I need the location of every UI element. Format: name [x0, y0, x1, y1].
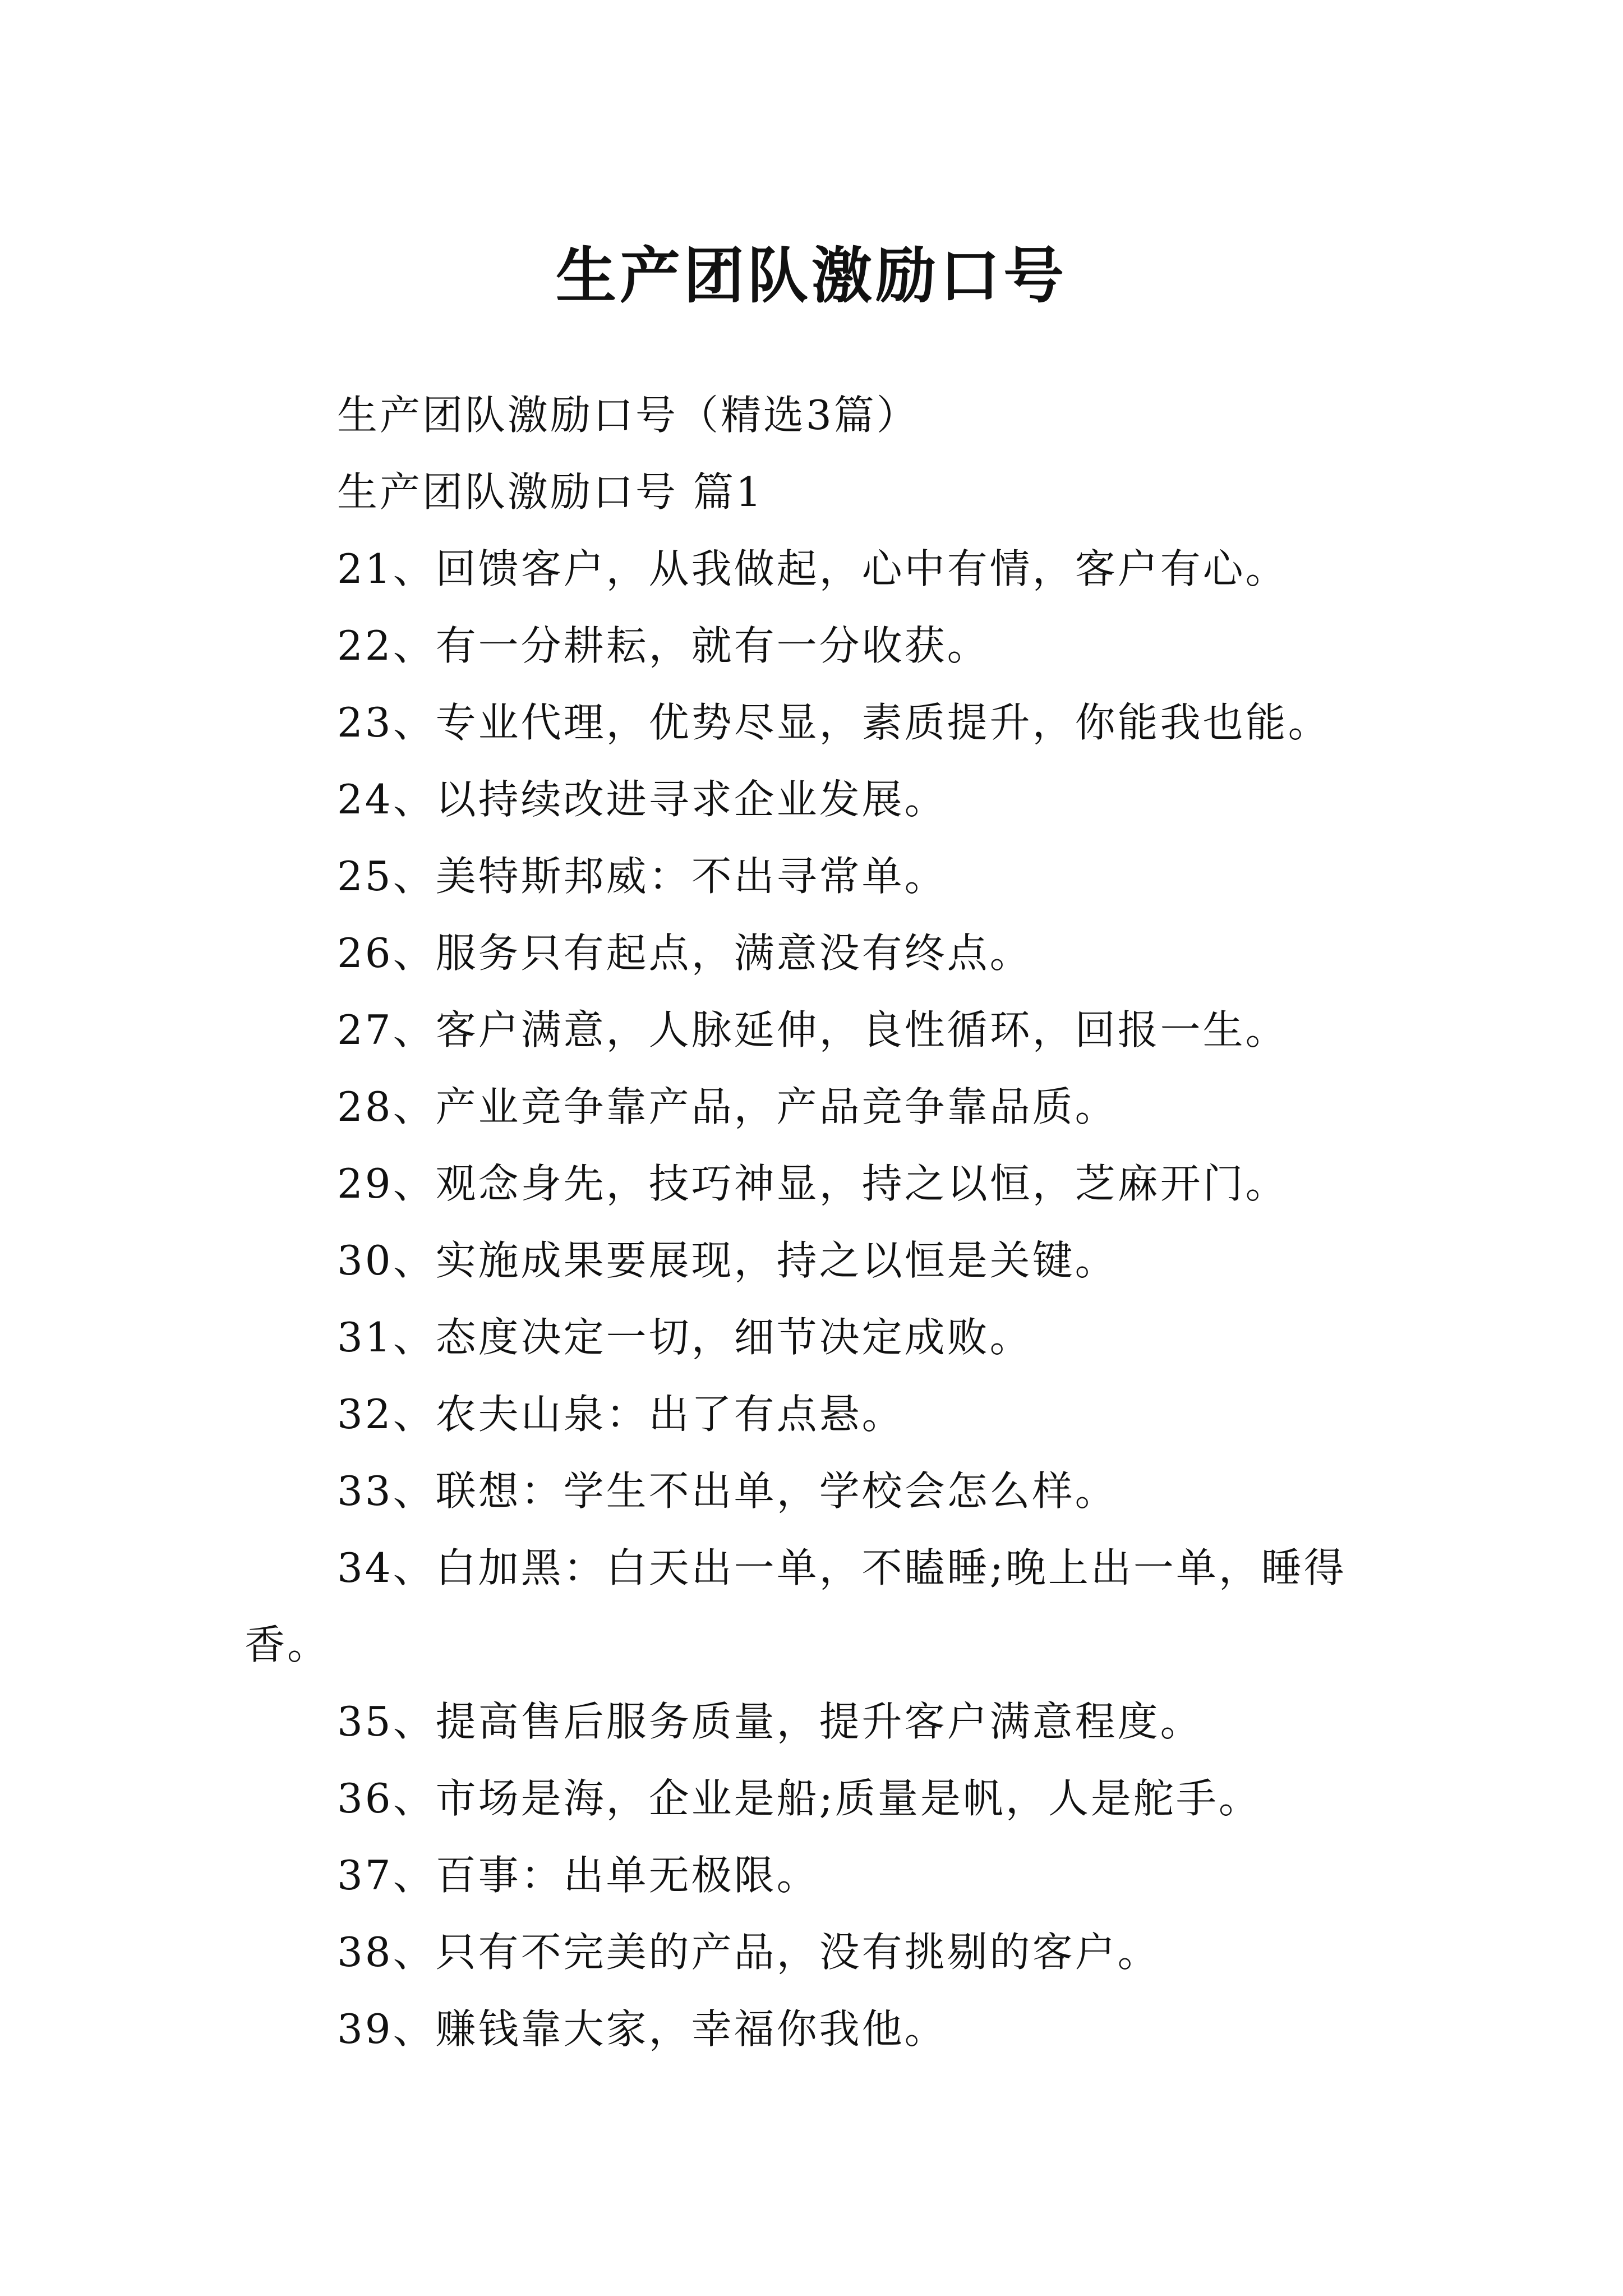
slogan-line: 24、以持续改进寻求企业发展。 — [337, 776, 947, 823]
slogan-line: 22、有一分耕耘，就有一分收获。 — [337, 622, 990, 669]
document-body — [245, 377, 1389, 2068]
slogan-line: 28、产业竞争靠产品，产品竞争靠品质。 — [337, 1083, 1118, 1130]
slogan-line: 35、提高售后服务质量，提升客户满意程度。 — [337, 1698, 1203, 1745]
slogan-line: 23、专业代理，优势尽显，素质提升，你能我也能。 — [337, 699, 1331, 746]
slogan-line: 21、回馈客户，从我做起，心中有情，客户有心。 — [337, 545, 1288, 592]
slogan-line: 32、农夫山泉：出了有点悬。 — [337, 1391, 905, 1438]
slogan-line: 37、百事：出单无极限。 — [337, 1852, 819, 1899]
document-title: 生产团队激励口号 — [555, 241, 1067, 312]
slogan-line: 36、市场是海，企业是船;质量是帆，人是舵手。 — [337, 1775, 1261, 1822]
section-heading: 生产团队激励口号 篇1 — [337, 468, 764, 516]
slogan-line: 25、美特斯邦威：不出寻常单。 — [337, 853, 947, 900]
slogan-line-wrapped: 34、白加黑：白天出一单，不瞌睡;晚上出一单，睡得香。 — [245, 1544, 1347, 1668]
slogan-line: 39、赚钱靠大家，幸福你我他。 — [337, 2005, 947, 2053]
slogan-line: 26、服务只有起点，满意没有终点。 — [337, 930, 1032, 977]
slogan-line: 29、观念身先，技巧神显，持之以恒，芝麻开门。 — [337, 1160, 1288, 1207]
slogan-line: 31、态度决定一切，细节决定成败。 — [337, 1314, 1032, 1361]
slogan-line: 30、实施成果要展现，持之以恒是关键。 — [337, 1237, 1118, 1284]
slogan-line: 33、联想：学生不出单，学校会怎么样。 — [337, 1467, 1118, 1515]
slogan-line: 38、只有不完美的产品，没有挑剔的客户。 — [337, 1929, 1160, 1976]
slogan-line: 27、客户满意，人脉延伸，良性循环，回报一生。 — [337, 1006, 1288, 1053]
document-subtitle: 生产团队激励口号（精选3篇） — [337, 392, 919, 439]
